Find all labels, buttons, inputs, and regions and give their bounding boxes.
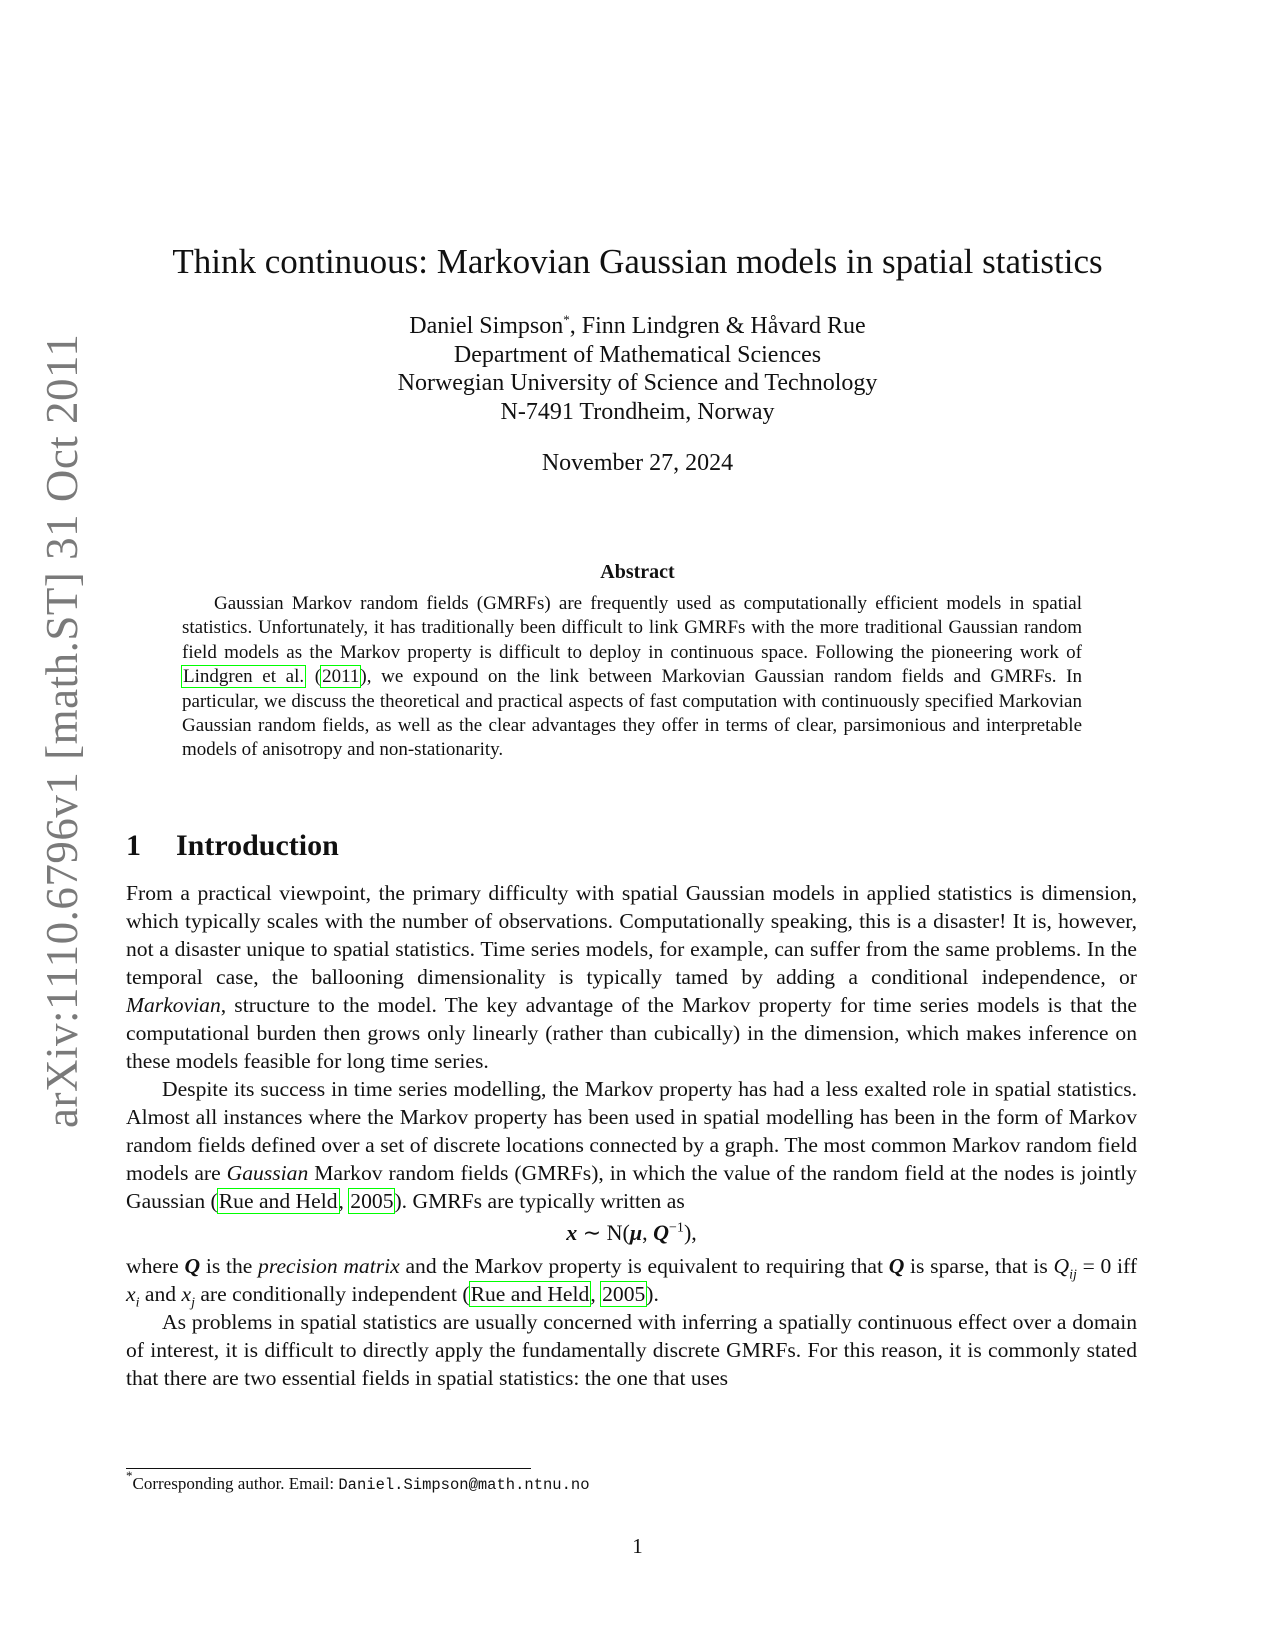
paragraph-3: where Q is the precision matrix and the Markov property is equivalent to requiring that Q is sparse, that is $Q_{ij} = 0$ iff $x_i$ and $x_j$ are conditionally independent (Rue and Held, 2005). (126, 1254, 1138, 1311)
author-block (0, 312, 1275, 426)
other-authors: , Finn Lindgren & Håvard Rue (569, 313, 866, 339)
arxiv-identifier-stamp: arXiv:1110.6796v1 [math.ST] 31 Oct 2011 (37, 333, 87, 1128)
author-department: Department of Mathematical Sciences (453, 341, 822, 368)
eq-dist: ∼ N( (577, 1220, 630, 1245)
p3-q2: Q (888, 1254, 905, 1278)
p2-text-b: Markov random fields (GMRFs), in which the value of the random field at the nodes is jointly Gaussian ( (126, 1161, 1137, 1213)
eq-mu: μ (629, 1220, 643, 1245)
p3-text-h: ). (646, 1282, 659, 1306)
p3-text-c: and the Markov property is equivalent to requiring that (399, 1254, 889, 1278)
corresponding-author-mark[interactable]: * (563, 312, 570, 327)
author-university: Norwegian University of Science and Technology (397, 370, 878, 396)
p3-xi: x (126, 1282, 136, 1306)
p3-text-d: is sparse, that is (904, 1254, 1054, 1278)
equation-gmrf (126, 1218, 1137, 1248)
p2-text-c: ). GMRFs are typically written as (394, 1189, 685, 1213)
eq-comma: , (642, 1220, 654, 1245)
citation-link-rue-held-2[interactable]: Rue and Held (470, 1282, 590, 1306)
p3-text-b: is the (200, 1254, 259, 1278)
page-number: 1 (632, 1534, 643, 1558)
p3-text-e: = 0 iff (1076, 1254, 1138, 1278)
section-number: 1 (126, 829, 141, 862)
p3-q1: Q (184, 1254, 201, 1278)
paper-title: Think continuous: Markovian Gaussian models in spatial statistics (172, 242, 1103, 281)
footnote-email[interactable]: Daniel.Simpson@math.ntnu.no (338, 1476, 590, 1494)
p1-text-b: , structure to the model. The key advantage of the Markov property for time series models is that the computational burden then grows only linearly (rather than cubically) in the dimension, which makes inference on these models feasible for long time series. (126, 993, 1137, 1073)
p2-emphasis: Gaussian (226, 1161, 309, 1185)
footnote-rule (126, 1468, 531, 1469)
eq-x: x (566, 1220, 578, 1245)
eq-q: Q (653, 1220, 670, 1245)
p3-ij: ij (1069, 1267, 1077, 1283)
citation-link-lindgren-year[interactable]: 2011 (322, 666, 360, 688)
p1-text-a: From a practical viewpoint, the primary difficulty with spatial Gaussian models in applied statistics is dimension, which typically scales with the number of observations. Computationally speaking, this is a disaster! It is, however, not a disaster unique to spatial statistics. Time series models, for example, can suffer from the same problems. In the temporal case, the ballooning dimensionality is typically tamed by adding a conditional independence, or (126, 881, 1137, 989)
section-title: Introduction (176, 829, 339, 862)
first-author: Daniel Simpson (409, 313, 564, 339)
footnote (126, 1468, 590, 1496)
p3-j: j (191, 1295, 195, 1311)
citation-link-rue-held[interactable]: Rue and Held (218, 1189, 338, 1213)
paragraph-2: Despite its success in time series modelling, the Markov property has had a less exalted role in spatial statistics. Almost all instances where the Markov property has been used in spatial modelling has been in the form of Markov random fields defined over a set of discrete locations connected by a graph. The most common Markov random field models are Gaussian Markov random fields (GMRFs), in which the value of the random field at the nodes is jointly Gaussian (Rue and Held, 2005). GMRFs are typically written as (126, 1077, 1137, 1213)
body-text (126, 879, 1137, 1392)
author-names (0, 312, 1275, 341)
paragraph-4: As problems in spatial statistics are usually concerned with inferring a spatially continuous effect over a domain of interest, it is difficult to directly apply the fundamentally discrete GMRFs. For this reason, it is commonly stated that there are two essential fields in spatial statistics: the one that uses (126, 1310, 1137, 1390)
paper-date: November 27, 2024 (541, 450, 734, 476)
paragraph-1 (126, 879, 1137, 1075)
p1-emphasis: Markovian (126, 993, 221, 1017)
p2-text-a: Despite its success in time series modelling, the Markov property has had a less exalted role in spatial statistics. Almost all instances where the Markov property has been used in spatial modelling has been in the form of Markov random fields defined over a set of discrete locations connected by a graph. The most common Markov random field models are (126, 1077, 1137, 1185)
citation-link-rue-held-year[interactable]: 2005 (350, 1189, 394, 1213)
p3-i: i (135, 1295, 140, 1311)
eq-close: ), (683, 1220, 697, 1245)
citation-link-rue-held-year-2[interactable]: 2005 (602, 1282, 646, 1306)
footnote-text: Corresponding author. Email: (132, 1474, 339, 1493)
author-address: N-7491 Trondheim, Norway (500, 398, 775, 425)
p3-text-a: where (126, 1254, 185, 1278)
p3-text-g: are conditionally independent ( (194, 1282, 470, 1306)
abstract-text-part2: , we expound on the link between Markovian Gaussian random fields and GMRFs. In particular, we discuss the theoretical and practical aspects of fast computation with continuously specified Markovian Gaussian random fields, as well as the clear advantages they offer in terms of clear, parsimonious and interpretable models of anisotropy and non-stationarity. (182, 666, 1083, 761)
p3-emphasis: precision matrix (258, 1254, 400, 1278)
p3-qij: Q (1053, 1254, 1070, 1278)
section-heading (126, 828, 339, 864)
footnote-mark: * (126, 1468, 133, 1483)
abstract-text: Gaussian Markov random fields (GMRFs) are frequently used as computationally efficient models in spatial statistics. Unfortunately, it has traditionally been difficult to link GMRFs with the more traditional Gaussian random field models as the Markov property is difficult to deploy in continuous space. Following the pioneering work of Lindgren et al. (2011), we expound on the link between Markovian Gaussian random fields and GMRFs. In particular, we discuss the theoretical and practical aspects of fast computation with continuously specified Markovian Gaussian random fields, as well as the clear advantages they offer in terms of clear, parsimonious and interpretable models of anisotropy and non-stationarity. (182, 593, 1083, 761)
abstract-text-part1: Gaussian Markov random fields (GMRFs) are frequently used as computationally efficient models in spatial statistics. Unfortunately, it has traditionally been difficult to link GMRFs with the more traditional Gaussian random field models as the Markov property is difficult to deploy in continuous space. Following the pioneering work of (182, 593, 1082, 663)
abstract-heading: Abstract (600, 561, 675, 583)
p3-xj: x (181, 1282, 192, 1306)
citation-link-lindgren[interactable]: Lindgren et al. (183, 666, 305, 688)
eq-exponent: −1 (669, 1220, 684, 1236)
p3-text-f: and (139, 1282, 182, 1306)
